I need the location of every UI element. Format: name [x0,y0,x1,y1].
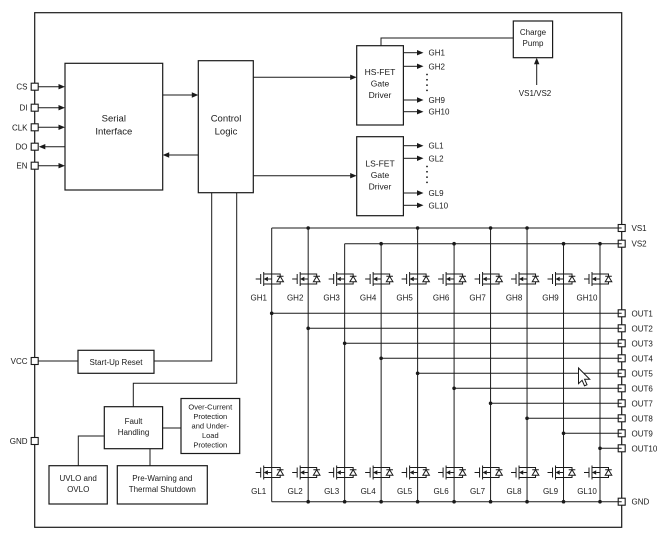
charge-pump-block [513,21,552,58]
ls-fet-gate-driver-label: Gate [370,170,390,180]
gl10-fet-label: GL10 [577,487,597,496]
ellipsis-dot [426,166,428,168]
pin-right-out3-label: OUT3 [631,339,653,349]
ellipsis-dot [426,182,428,184]
gh8-fet-label: GH8 [505,293,523,303]
pin-right-out10-label: OUT10 [631,444,658,454]
pin-right-out6-label: OUT6 [631,384,653,394]
ellipsis-dot [426,171,428,173]
overcurrent-label: Load [201,431,219,440]
pin-left-clk-label: CLK [11,123,28,133]
gl1-fet-label: GL1 [251,487,267,496]
gh7-fet-label: GH7 [469,293,486,303]
junction-dot [598,447,602,451]
gh10-label: GH10 [428,107,450,117]
hs-fet-gate-driver-block [357,46,404,125]
pin-left-en [31,162,38,169]
serial-interface-block [65,63,163,190]
gh10-fet-label: GH10 [576,293,598,303]
junction-dot [416,226,420,230]
gl9-fet-label: GL9 [542,487,559,496]
ellipsis-dot [426,79,428,81]
ellipsis-dot [426,74,428,76]
overcurrent-underload-protection-block [181,399,240,454]
serial-interface-label: Interface [95,126,133,138]
hs-fet-gate-driver-label: Gate [370,78,390,89]
junction-dot [306,327,310,331]
pin-left-clk [31,124,38,131]
gh6-fet-label: GH6 [432,293,450,303]
control-logic-label: Logic [214,126,238,138]
junction-dot [270,312,274,316]
charge-pump-label: Pump [522,39,544,48]
gl3-fet-label: GL3 [324,487,340,496]
junction-dot [379,242,383,246]
junction-dot [306,226,310,230]
junction-dot [379,357,383,361]
uvlo-ovlo-label: OVLO [67,485,90,494]
junction-dot [452,387,456,391]
gh1-label: GH1 [428,48,445,58]
gh9-label: GH9 [428,96,445,105]
junction-dot [525,500,529,504]
junction-dot [489,500,493,504]
gh3-fet-label: GH3 [323,293,340,303]
pin-right-out8-label: OUT8 [631,414,653,424]
junction-dot [489,226,493,230]
junction-dot [525,226,529,230]
gh1-fet-label: GH1 [250,293,267,303]
serial-interface-label: Serial [101,113,126,125]
ls-fet-gate-driver-block [357,137,404,216]
overcurrent-label: Over-Current [188,402,233,412]
gh2-fet-label: GH2 [286,293,304,303]
gh5-fet-label: GH5 [396,293,413,303]
fault-handling-block [104,407,162,449]
pin-right-vs2-label: VS2 [631,239,647,249]
junction-dot [343,342,347,346]
overcurrent-label: Protection [193,412,228,421]
junction-dot [562,500,566,504]
junction-dot [598,242,602,246]
junction-dot [343,500,347,504]
pin-right-out2-label: OUT2 [631,324,653,334]
gl5-fet-label: GL5 [397,487,413,496]
junction-dot [562,432,566,436]
gl4-fet-label: GL4 [360,487,376,496]
control-logic-label: Control [210,113,242,125]
control-logic-block [198,61,253,193]
pin-right-out4-label: OUT4 [631,354,653,364]
junction-dot [489,402,493,406]
junction-dot [562,242,566,246]
ellipsis-dot [426,84,428,86]
pin-left-vcc [31,358,38,365]
gl6-fet-label: GL6 [433,487,449,496]
gl10-label: GL10 [428,201,449,211]
pin-left-cs [31,83,38,90]
pin-left-do [31,143,38,150]
pin-left-en-label: EN [16,161,28,171]
startup-reset-block [78,350,154,373]
prewarning-label: Pre-Warning and [132,474,193,483]
pin-right-gnd-label: GND [631,497,650,507]
uvlo-ovlo-block [49,466,107,504]
gl7-fet-label: GL7 [470,487,486,496]
junction-dot [452,500,456,504]
hs-fet-gate-driver-label: Driver [368,90,392,100]
hs-fet-gate-driver-label: HS-FET [364,67,396,77]
pin-left-cs-label: CS [16,82,28,92]
gh4-fet-label: GH4 [359,293,377,303]
uvlo-ovlo-label: UVLO and [59,474,97,483]
startup-reset-label: Start-Up Reset [89,357,143,367]
charge-pump-label: Charge [519,28,547,37]
gh9-fet-label: GH9 [542,293,559,303]
gl2-fet-label: GL2 [287,487,303,496]
gl8-fet-label: GL8 [506,487,522,496]
pin-right-out9-label: OUT9 [631,429,653,439]
gl2-label: GL2 [428,154,444,164]
pin-right-out7-label: OUT7 [631,399,653,409]
pin-left-vcc-label: VCC [10,357,28,366]
gl9-label: GL9 [428,189,444,198]
junction-dot [379,500,383,504]
pin-left-gnd [31,438,38,445]
overcurrent-label: and Under- [191,421,230,431]
junction-dot [452,242,456,246]
fault-handling-label: Handling [117,428,150,437]
vs1-vs2-source-label: VS1/VS2 [518,89,552,98]
pin-left-di-label: DI [19,103,28,113]
ls-fet-gate-driver-label: LS-FET [365,158,395,169]
ellipsis-dot [426,90,428,92]
pin-left-di [31,104,38,111]
pin-right-out1-label: OUT1 [631,309,653,319]
junction-dot [416,500,420,504]
gh2-label: GH2 [428,62,445,72]
pin-right-vs1-label: VS1 [631,224,647,233]
pin-left-gnd-label: GND [9,437,28,446]
gl1-label: GL1 [428,141,444,151]
pin-left-do-label: DO [15,142,28,152]
prewarning-label: Thermal Shutdown [128,485,196,494]
fault-handling-label: Fault [124,417,143,426]
junction-dot [525,417,529,421]
junction-dot [306,500,310,504]
junction-dot [416,372,420,376]
ls-fet-gate-driver-label: Driver [368,181,392,192]
ellipsis-dot [426,176,428,178]
junction-dot [598,500,602,504]
prewarning-thermal-shutdown-block [117,466,207,504]
pin-right-out5-label: OUT5 [631,369,653,379]
overcurrent-label: Protection [193,440,228,450]
